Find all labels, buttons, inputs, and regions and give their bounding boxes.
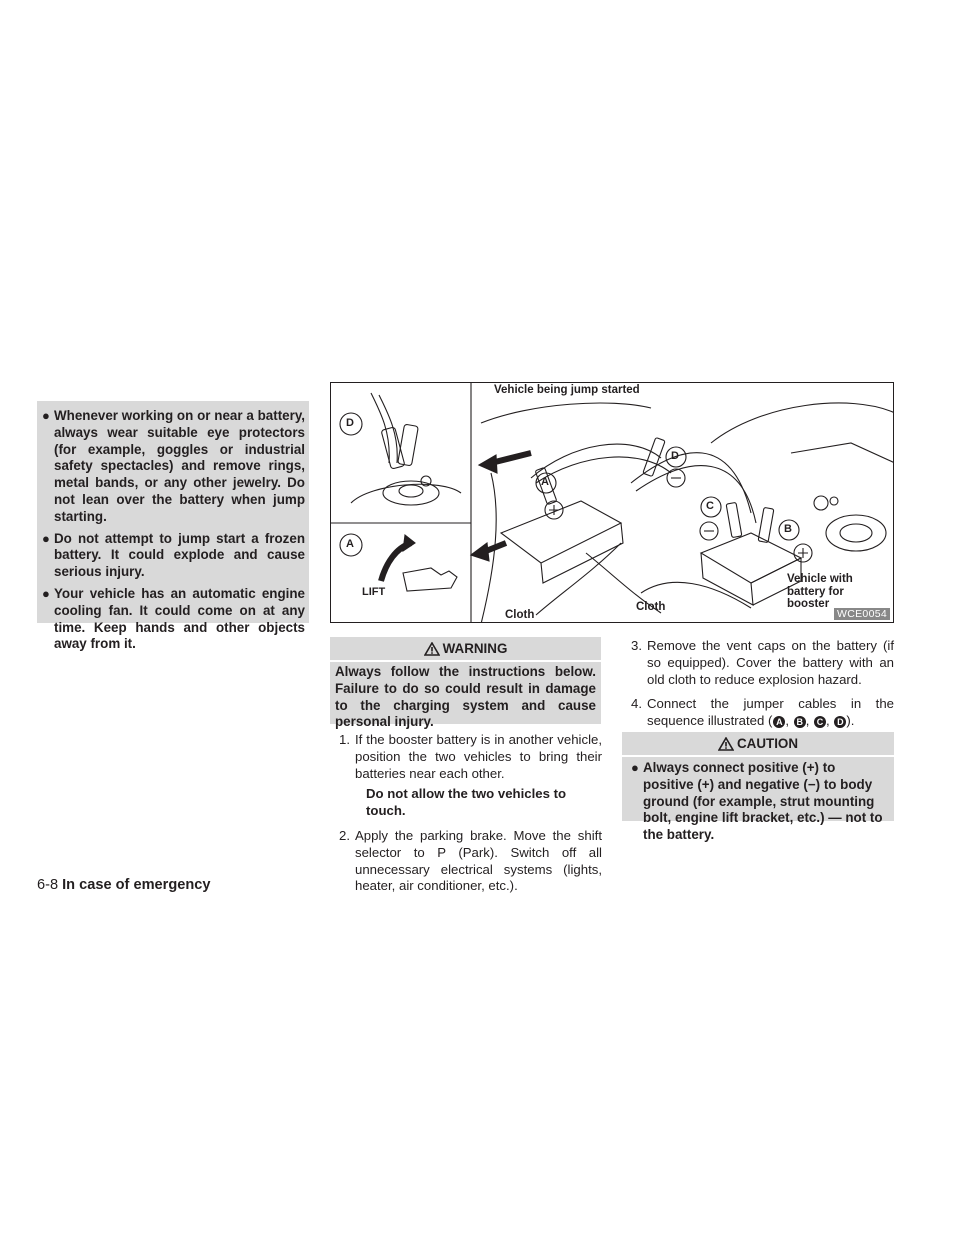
warning-heading-text: WARNING [442, 641, 508, 656]
warning-heading [330, 637, 601, 660]
warning-body: Always follow the instructions below. Failure to do so could result in damage to the charging system and cause personal injury. [330, 662, 601, 724]
bullet-item: ● Your vehicle has an automatic engine cooling fan. It could come on at any time. Keep hands and other objects away from it. [42, 585, 305, 652]
caution-heading [622, 732, 894, 755]
page-footer [37, 877, 211, 893]
steps-column-left [330, 732, 602, 903]
label-b: B [784, 523, 792, 535]
step-text: Connect the jumper cables in the sequence illustrated ( A , B , C , D ). [647, 696, 894, 729]
section-title: In case of emergency [62, 877, 211, 893]
circled-letter-c: C [814, 716, 826, 728]
label-d-inset: D [346, 417, 354, 429]
warning-triangle-icon [424, 642, 440, 656]
step-text: If the booster battery is in another vehicle, position the two vehicles to bring their batteries near each other. [355, 732, 602, 781]
warning-bullets-box [37, 401, 309, 652]
circled-letter-b: B [794, 716, 806, 728]
step-text: Apply the parking brake. Move the shift selector to P (Park). Switch off all unnecessary electrical systems (lights, heater, air conditioner, etc.). [355, 827, 602, 894]
step-number: 2. [339, 827, 350, 843]
step-note: Do not allow the two vehicles to touch. [366, 786, 567, 819]
step-number: 1. [339, 732, 350, 747]
step-item [622, 696, 894, 730]
caution-body [622, 757, 894, 843]
cloth-label-right: Cloth [636, 601, 666, 613]
step-number: 4. [631, 696, 642, 712]
label-d: D [671, 450, 679, 462]
circled-letter-d: D [834, 716, 846, 728]
circled-letter-a: A [773, 716, 785, 728]
bullet-icon: ● [42, 408, 50, 423]
step-item [622, 638, 894, 688]
figure-title-label: Vehicle being jump started [494, 384, 640, 396]
bullet-icon: ● [42, 530, 50, 546]
step-text: Remove the vent caps on the battery (if so equipped). Cover the battery with an old cloth to reduce explosion hazard. [647, 638, 894, 687]
lift-label: LIFT [362, 586, 386, 598]
step-number: 3. [631, 638, 642, 653]
page-number: 6-8 [37, 877, 59, 893]
steps-column-right [622, 638, 894, 738]
bullet-item: ● Always connect positive (+) to positive (+) and negative (−) to body ground (for example, strut mounting bolt, engine lift bracket, etc.) — not to the battery. [631, 760, 883, 843]
label-c: C [706, 500, 714, 512]
step-item [330, 828, 602, 895]
bullet-icon: ● [42, 585, 50, 601]
cloth-label-left: Cloth [505, 609, 535, 621]
bullet-item: ● Do not attempt to jump start a frozen battery. It could explode and cause serious injury. [42, 530, 305, 580]
bullet-icon: ● [631, 760, 639, 775]
caution-heading-text: CAUTION [737, 736, 798, 751]
jump-start-illustration [330, 382, 894, 623]
step-item [330, 732, 602, 782]
bullet-item: ● Whenever working on or near a battery, always wear suitable eye protectors (for example, goggles or industrial safety spectacles) and remove rings, metal bands, or any other jewelry. Do not lean over the battery when jump starting. [42, 408, 305, 524]
booster-label: Vehicle with battery for booster [787, 573, 853, 610]
label-a-inset: A [346, 538, 354, 550]
label-a: A [541, 476, 549, 488]
caution-triangle-icon [718, 737, 734, 751]
figure-code: WCE0054 [834, 608, 890, 620]
